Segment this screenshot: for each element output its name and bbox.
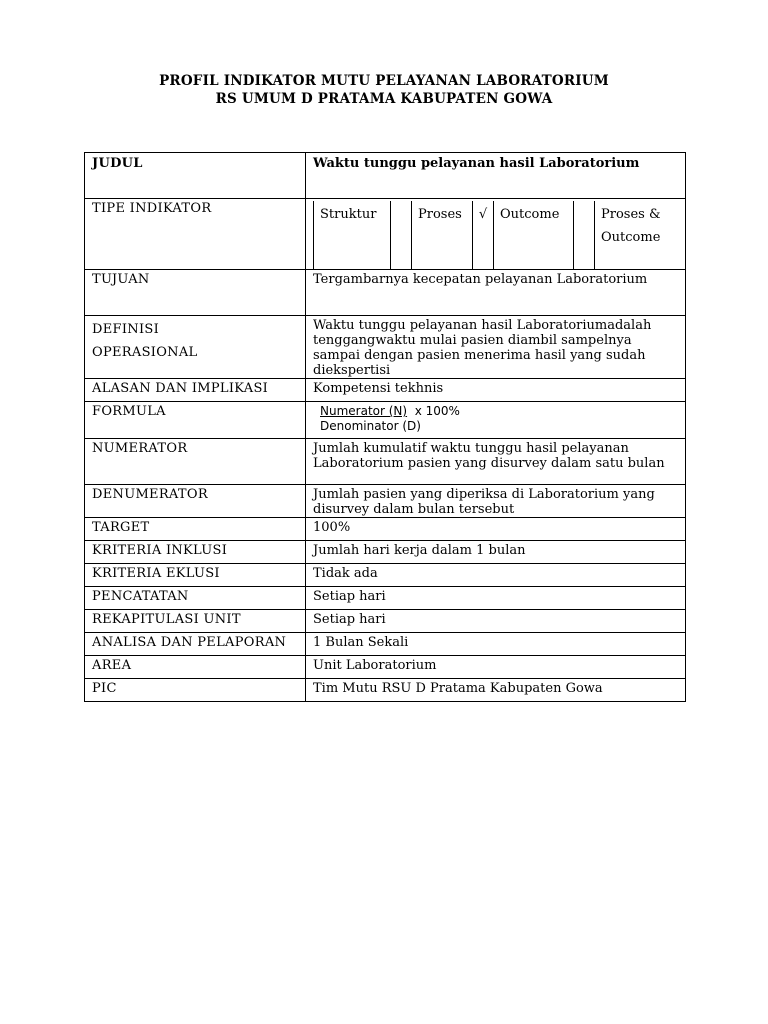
option-struktur: Struktur	[314, 201, 391, 269]
label-cell: TARGET	[85, 518, 306, 541]
formula-numerator: Numerator (N)	[320, 404, 408, 418]
formula-cell	[306, 402, 686, 439]
value-cell: 100%	[306, 518, 686, 541]
indicator-type-cell	[306, 199, 686, 270]
value-cell: Waktu tunggu pelayanan hasil Laboratoriumadalah tenggangwaktu mulai pasien diambil sampelnya sampai dengan pasien menerima hasil yang sudah diekspertisi	[306, 316, 686, 379]
checkbox-proses: √	[473, 201, 494, 269]
table-row	[85, 518, 686, 541]
value-cell: Setiap hari	[306, 587, 686, 610]
value-cell: Unit Laboratorium	[306, 656, 686, 679]
document-header	[0, 72, 768, 108]
table-row	[85, 439, 686, 485]
label-cell: ALASAN DAN IMPLIKASI	[85, 379, 306, 402]
label-cell: AREA	[85, 656, 306, 679]
table-row	[85, 270, 686, 316]
value-cell: Tergambarnya kecepatan pelayanan Laboratorium	[306, 270, 686, 316]
table-row	[85, 485, 686, 518]
table-row	[85, 541, 686, 564]
option-proses: Proses	[412, 201, 473, 269]
value-cell: Waktu tunggu pelayanan hasil Laboratorium	[306, 153, 686, 199]
label-cell: REKAPITULASI UNIT	[85, 610, 306, 633]
table-row	[85, 199, 686, 270]
label-cell: JUDUL	[85, 153, 306, 199]
value-cell: Jumlah hari kerja dalam 1 bulan	[306, 541, 686, 564]
label-cell: TUJUAN	[85, 270, 306, 316]
formula-denominator: Denominator (D)	[320, 419, 421, 433]
label-cell: DENUMERATOR	[85, 485, 306, 518]
indicator-profile-table	[84, 152, 686, 702]
label-cell: NUMERATOR	[85, 439, 306, 485]
label-cell: KRITERIA INKLUSI	[85, 541, 306, 564]
value-cell: Kompetensi tekhnis	[306, 379, 686, 402]
table-row	[85, 564, 686, 587]
label-cell	[85, 316, 306, 379]
checkbox-outcome	[574, 201, 595, 269]
table-row	[85, 379, 686, 402]
table-row	[85, 656, 686, 679]
checkbox-struktur	[391, 201, 412, 269]
value-cell: 1 Bulan Sekali	[306, 633, 686, 656]
label-line: OPERASIONAL	[92, 345, 198, 360]
option-outcome: Outcome	[494, 201, 574, 269]
label-cell: ANALISA DAN PELAPORAN	[85, 633, 306, 656]
value-cell: Setiap hari	[306, 610, 686, 633]
label-cell: TIPE INDIKATOR	[85, 199, 306, 270]
table-row	[85, 610, 686, 633]
label-cell: PENCATATAN	[85, 587, 306, 610]
table-row	[85, 153, 686, 199]
table-row	[85, 402, 686, 439]
indicator-type-options	[313, 201, 678, 269]
label-cell: FORMULA	[85, 402, 306, 439]
table-row	[85, 633, 686, 656]
label-line: DEFINISI	[92, 322, 160, 337]
table-row	[85, 587, 686, 610]
table-row	[85, 316, 686, 379]
label-cell: PIC	[85, 679, 306, 702]
option-proses-outcome: Proses & Outcome	[595, 201, 679, 269]
table-row	[85, 679, 686, 702]
value-cell: Jumlah pasien yang diperiksa di Laboratorium yang disurvey dalam bulan tersebut	[306, 485, 686, 518]
value-cell: Jumlah kumulatif waktu tunggu hasil pelayanan Laboratorium pasien yang disurvey dalam satu bulan	[306, 439, 686, 485]
formula-multiplier: x 100%	[414, 404, 460, 418]
value-cell: Tidak ada	[306, 564, 686, 587]
document-title: PROFIL INDIKATOR MUTU PELAYANAN LABORATORIUM	[159, 73, 609, 89]
document-subtitle: RS UMUM D PRATAMA KABUPATEN GOWA	[215, 91, 553, 107]
value-cell: Tim Mutu RSU D Pratama Kabupaten Gowa	[306, 679, 686, 702]
label-cell: KRITERIA EKLUSI	[85, 564, 306, 587]
